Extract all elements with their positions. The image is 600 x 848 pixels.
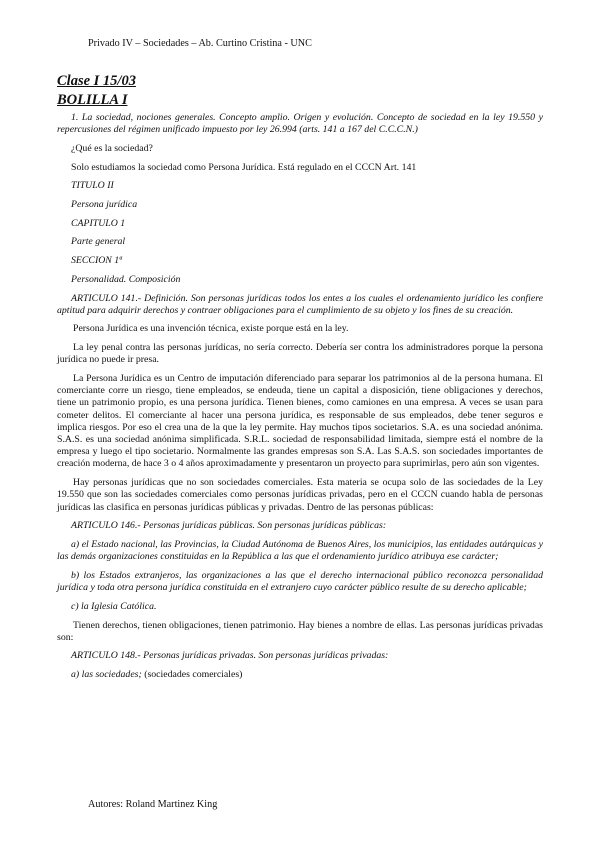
scope-note: Solo estudiamos la sociedad como Persona Jurídica. Está regulado en el CCCN Art. 141 <box>71 161 417 173</box>
paragraph-tienen-derechos: Tienen derechos, tienen obligaciones, tienen patrimonio. Hay bienes a nombre de ellas. Las personas jurídicas privadas son: <box>57 619 543 643</box>
document-body <box>57 72 543 688</box>
paragraph-personas-juridicas: Hay personas jurídicas que no son sociedades comerciales. Esta materia se ocupa solo de las sociedades de la Ley 19.550 que son las sociedades comerciales como personas jurídicas privadas, pero en el CCCN cuando habla de personas jurídicas las clasifica en personas jurídicas públicas y privadas. Dentro de las personas públicas: <box>57 477 543 513</box>
article-148-a <box>57 669 543 681</box>
heading-parte-general: Parte general <box>71 236 126 248</box>
heading-persona-juridica: Persona jurídica <box>71 199 138 211</box>
article-148-a-note: (sociedades comerciales) <box>141 669 243 681</box>
article-148: ARTICULO 148.- Personas jurídicas privadas. Son personas jurídicas privadas: <box>71 650 389 662</box>
heading-titulo: TITULO II <box>71 180 114 192</box>
article-148-a-text: a) las sociedades; <box>71 669 142 681</box>
heading-personalidad: Personalidad. Composición <box>71 273 181 285</box>
unit-title: BOLILLA I <box>57 92 128 108</box>
question: ¿Qué es la sociedad? <box>71 142 153 154</box>
page-header: Privado IV – Sociedades – Ab. Curtino Cristina - UNC <box>88 38 312 49</box>
paragraph-invencion: Persona Jurídica es una invención técnica, existe porque está en la ley. <box>73 323 349 335</box>
paragraph-centro-imputacion: La Persona Jurídica es un Centro de imputación diferenciado para separar los patrimonios al de la persona humana. El comerciante corre un riesgo, tiene empleados, se endeuda, tiene un capital a disposición, tiene obligaciones y derechos, tiene un patrimonio propio, es una persona jurídica. Tienen bienes, como camiones en una empresa. A veces se usan para cometer delitos. El comerciante al hacer una persona jurídica, es responsable de sus empleados, debe tener seguros e implica riesgos. Por eso el crea una de la que la ley permite. Hay muchos tipos societarios. S.A. es una sociedad anónima. S.A.S. es una sociedad anónima simplificada. S.R.L. sociedad de responsabilidad limitada, siempre está el nombre de la empresa y luego el tipo societario. Normalmente las grandes empresas son S.A. Las S.A.S. son sociedades importantes de creación moderna, de hace 3 o 4 años aproximadamente y presentaron un proyecto para suprimirlas, pero aún son vigentes. <box>57 373 543 470</box>
class-title: Clase I 15/03 <box>57 73 136 89</box>
article-146: ARTICULO 146.- Personas jurídicas públicas. Son personas jurídicas públicas: <box>71 520 387 532</box>
heading-seccion: SECCION 1ª <box>71 255 122 267</box>
article-146-c: c) la Iglesia Católica. <box>71 600 157 612</box>
page-footer: Autores: Roland Martinez King <box>88 799 218 810</box>
article-141: ARTICULO 141.- Definición. Son personas jurídicas todos los entes a los cuales el ordenamiento jurídico les confiere aptitud para adquirir derechos y contraer obligaciones para el cumplimiento de su objeto y los fines de su creación. <box>57 292 543 316</box>
unit-intro: 1. La sociedad, nociones generales. Concepto amplio. Origen y evolución. Concepto de sociedad en la ley 19.550 y repercusiones del régimen unificado impuesto por ley 26.994 (arts. 141 a 167 del C.C.C.N.) <box>57 112 543 136</box>
paragraph-ley-penal: La ley penal contra las personas jurídicas, no sería correcto. Debería ser contra los administradores porque la persona jurídica no puede ir presa. <box>57 342 543 366</box>
article-146-a: a) el Estado nacional, las Provincias, la Ciudad Autónoma de Buenos Aires, los municipios, las entidades autárquicas y las demás organizaciones constituidas en la República a las que el ordenamiento jurídico atribuya ese carácter; <box>57 538 543 563</box>
article-146-b: b) los Estados extranjeros, las organizaciones a las que el derecho internacional público reconozca personalidad jurídica y toda otra persona jurídica constituida en el extranjero cuyo carácter público resulte de su derecho aplicable; <box>57 569 543 594</box>
heading-capitulo: CAPITULO 1 <box>71 217 126 229</box>
